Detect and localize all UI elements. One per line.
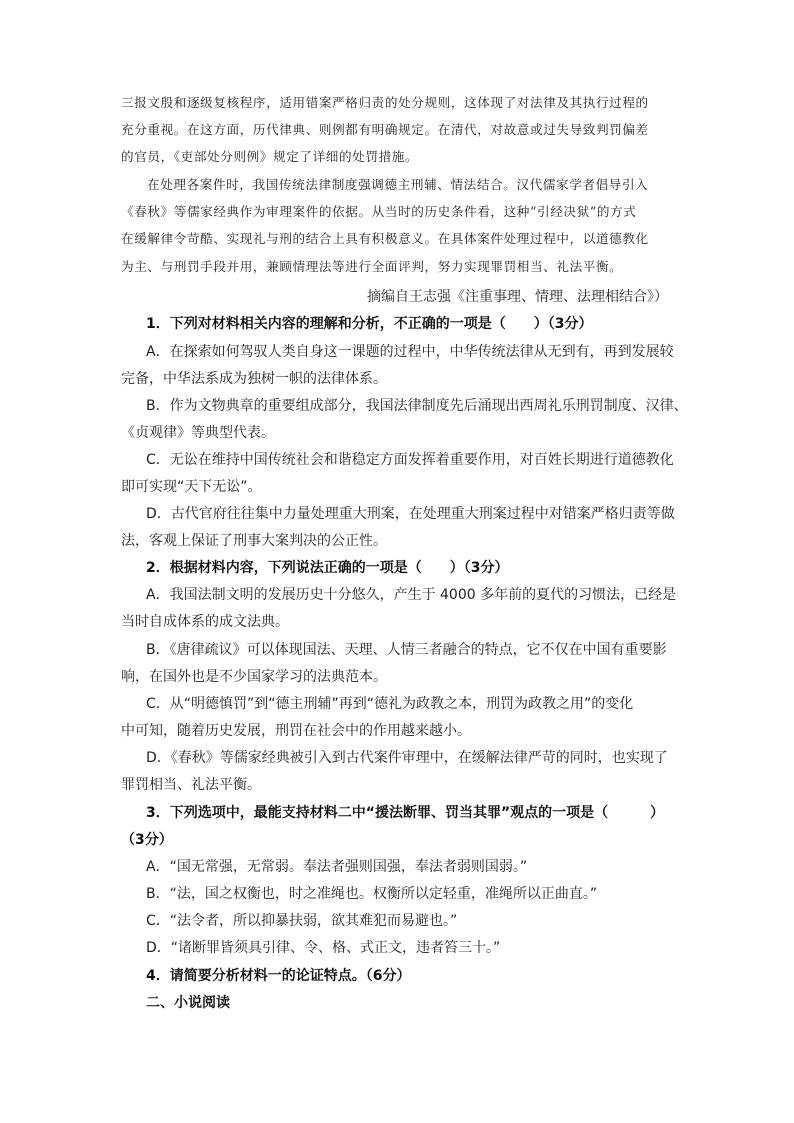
- passage-line: 三报文殷和逐级复核程序，适用错案严格归责的处分规则，这体现了对法律及其执行过程的: [121, 95, 649, 110]
- passage-line: 在缓解律令苛酷、实现礼与刑的结合上具有积极意义。在具体案件处理过程中，以道德教化: [121, 231, 649, 246]
- passage-line: 在处理各案件时，我国传统法律制度强调德主刑辅、情法结合。汉代儒家学者倡导引入: [147, 177, 649, 192]
- passage-source: 摘编自王志强《注重事理、情理、法理相结合》）: [367, 289, 668, 305]
- passage-line: 的官员，《吏部处分则例》规定了详细的处罚措施。: [121, 149, 419, 164]
- q1-option-b-cont: 《贞观律》等典型代表。: [121, 425, 275, 441]
- section-2-title: 二、小说阅读: [146, 995, 230, 1011]
- q1-option-a: A．在探索如何驾驭人类自身这一课题的过程中，中华传统法律从无到有，再到发展较: [146, 344, 674, 360]
- q1-option-d: D．古代官府往往集中力量处理重大刑案，在处理重大刑案过程中对错案严格归责等做: [146, 506, 675, 522]
- passage-line: 充分重视。在这方面，历代律典、则例都有明确规定。在清代，对故意或过失导致判罚偏差: [121, 122, 649, 137]
- question-4-stem: 4．请简要分析材料一的论证特点。（6分）: [146, 968, 411, 984]
- passage-line: 《春秋》等儒家经典作为审理案件的依据。从当时的历史条件看，这种“引经决狱”的方式: [121, 204, 637, 219]
- q2-option-c-cont: 中可知，随着历史发展，刑罚在社会中的作用越来越小。: [121, 723, 471, 739]
- q3-option-a: A．“国无常强，无常弱。奉法者强则国强，奉法者弱则国弱。”: [146, 859, 528, 875]
- q1-option-b: B．作为文物典章的重要组成部分，我国法律制度先后涌现出西周礼乐刑罚制度、汉律、: [146, 398, 688, 414]
- q3-option-b: B．“法，国之权衡也，时之准绳也。权衡所以定轻重，准绳所以正曲直。”: [146, 886, 598, 902]
- q1-option-c-cont: 即可实现“天下无讼”。: [121, 479, 262, 495]
- q3-option-d: D．“诸断罪皆须具引律、令、格、式正文，违者笞三十。”: [146, 940, 501, 956]
- q2-option-b-cont: 响，在国外也是不少国家学习的法典范本。: [121, 669, 387, 685]
- q3-option-c: C．“法令者，所以抑暴扶弱，欲其难犯而易避也。”: [146, 913, 458, 929]
- q1-option-a-cont: 完备，中华法系成为独树一帜的法律体系。: [121, 371, 387, 387]
- question-2-stem: 2．根据材料内容，下列说法正确的一项是（ ）（3分）: [146, 560, 509, 576]
- question-3-stem: 3．下列选项中，最能支持材料二中“援法断罪、罚当其罪”观点的一项是（ ）: [146, 805, 665, 821]
- question-3-score: （3分）: [121, 832, 173, 848]
- q1-option-d-cont: 法，客观上保证了刑事大案判决的公正性。: [121, 533, 387, 549]
- q2-option-d: D．《春秋》等儒家经典被引入到古代案件审理中，在缓解法律严苛的同时，也实现了: [146, 750, 668, 766]
- q2-option-b: B．《唐律疏议》可以体现国法、天理、人情三者融合的特点，它不仅在中国有重要影: [146, 642, 667, 658]
- q2-option-d-cont: 罪罚相当、礼法平衡。: [121, 777, 261, 793]
- q2-option-c: C．从“明德慎罚”到“德主刑辅”再到“德礼为政教之本，刑罚为政教之用”的变化: [146, 696, 634, 712]
- q2-option-a-cont: 当时自成体系的成文法典。: [121, 614, 289, 630]
- q2-option-a: A．我国法制文明的发展历史十分悠久，产生于 4000 多年前的夏代的习惯法，已经是: [146, 587, 677, 603]
- question-1-stem: 1．下列对材料相关内容的理解和分析，不正确的一项是（ ）（3分）: [146, 316, 593, 332]
- q1-option-c: C．无讼在维持中国传统社会和谐稳定方面发挥着重要作用，对百姓长期进行道德教化: [146, 452, 674, 468]
- passage-line: 为主、与刑罚手段并用，兼顾情理法等进行全面评判，努力实现罪罚相当、礼法平衡。: [121, 259, 623, 274]
